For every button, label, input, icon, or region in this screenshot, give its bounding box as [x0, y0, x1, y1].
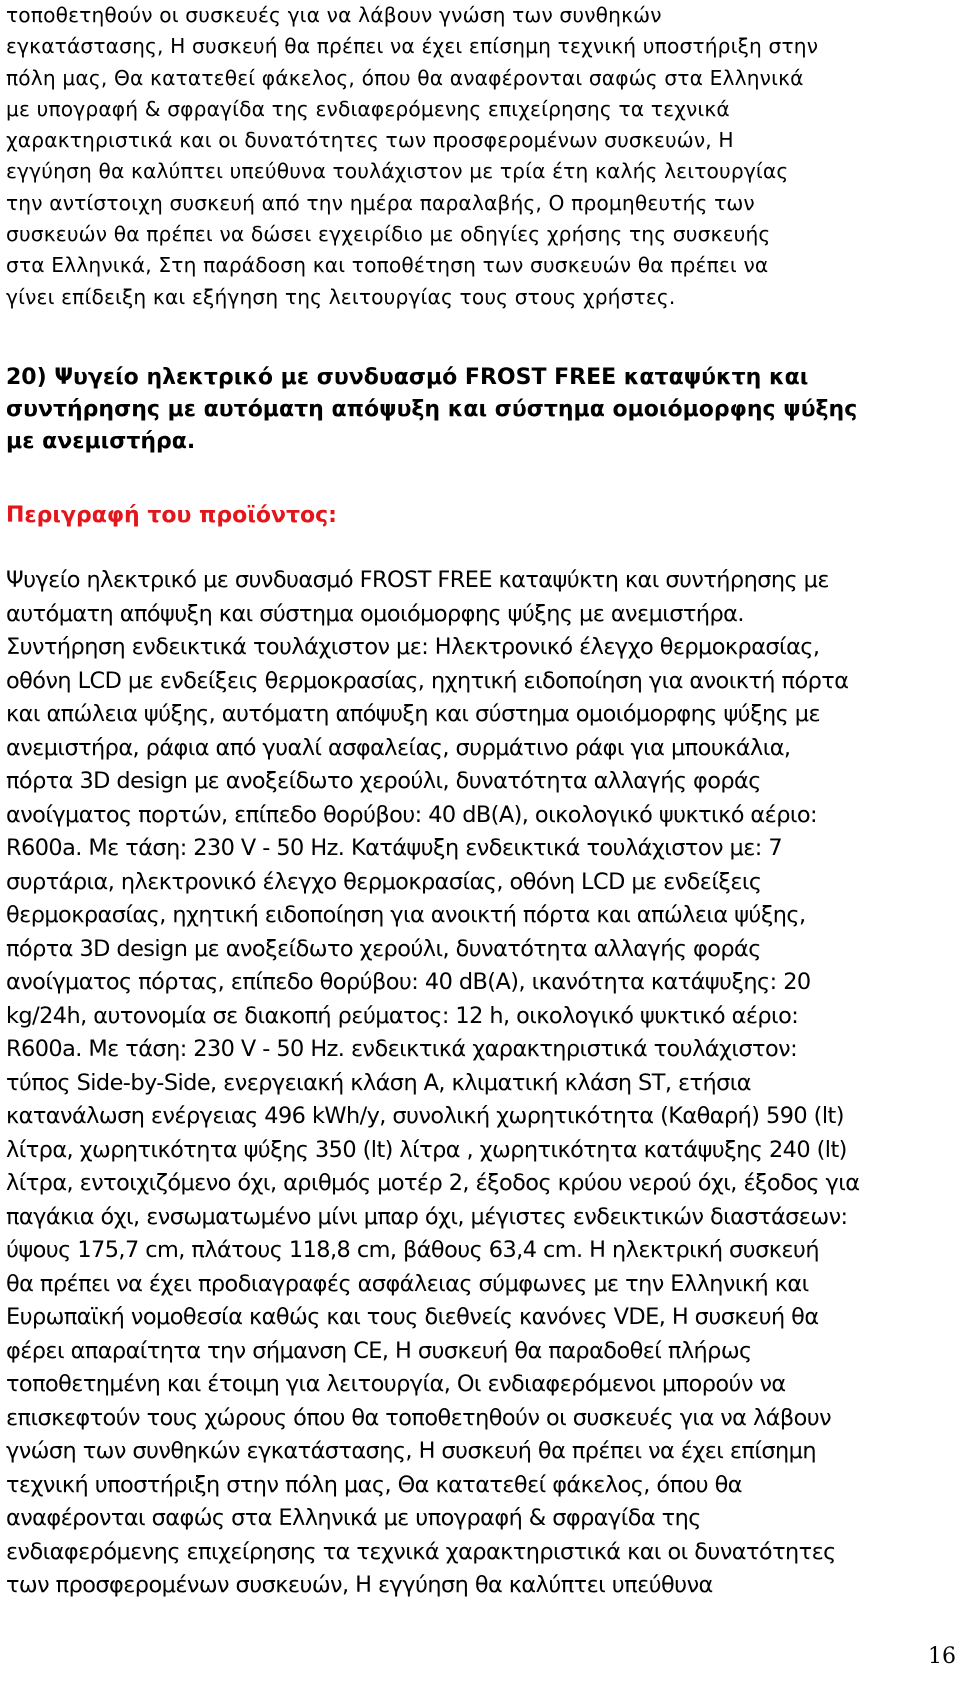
text-line: χαρακτηριστικά και οι δυνατότητες των προσφερομένων συσκευών, Η — [6, 128, 734, 153]
text-line: Ευρωπαϊκή νομοθεσία καθώς και τους διεθνείς κανόνες VDE, Η συσκευή θα — [6, 1304, 819, 1330]
text-line: των προσφερομένων συσκευών, Η εγγύηση θα καλύπτει υπεύθυνα — [6, 1572, 713, 1598]
text-line: ανοίγματος πορτών, επίπεδο θορύβου: 40 dB(A), οικολογικό ψυκτικό αέριο: — [6, 801, 818, 828]
product-description-heading: Περιγραφή του προϊόντος: — [6, 503, 337, 528]
section-heading — [6, 362, 954, 458]
text-line: εγκατάστασης, Η συσκευή θα πρέπει να έχει επίσημη τεχνική υποστήριξη στην — [6, 34, 819, 59]
text-line: συσκευών θα πρέπει να δώσει εγχειρίδιο με οδηγίες χρήσης της συσκευής — [6, 222, 771, 247]
text-line: θα πρέπει να έχει προδιαγραφές ασφάλειας σύμφωνες με την Ελληνική και — [6, 1270, 809, 1297]
text-line: τεχνική υποστήριξη στην πόλη μας, Θα κατατεθεί φάκελος, όπου θα — [6, 1471, 742, 1498]
text-line: kg/24h, αυτονομία σε διακοπή ρεύματος: 12 h, οικολογικό ψυκτικό αέριο: — [6, 1002, 799, 1029]
heading-line: 20) Ψυγείο ηλεκτρικό με συνδυασμό FROST FREE καταψύκτη και — [6, 365, 809, 390]
text-line: την αντίστοιχη συσκευή από την ημέρα παραλαβής, Ο προμηθευτής των — [6, 190, 755, 215]
text-line: γνώση των συνθηκών εγκατάστασης, Η συσκευή θα πρέπει να έχει επίσημη — [6, 1438, 817, 1464]
text-line: συρτάρια, ηλεκτρονικό έλεγχο θερμοκρασίας, οθόνη LCD με ενδείξεις — [6, 868, 762, 895]
text-line: τοποθετηθούν οι συσκευές για να λάβουν γνώση των συνθηκών — [6, 3, 662, 27]
text-line: R600a. Με τάση: 230 V - 50 Hz. ενδεικτικά χαρακτηριστικά τουλάχιστον: — [6, 1036, 798, 1062]
text-line: αυτόματη απόψυξη και σύστημα ομοιόμορφης ψύξης με ανεμιστήρα. — [6, 600, 744, 627]
text-line: πόλη μας, Θα κατατεθεί φάκελος, όπου θα αναφέρονται σαφώς στα Ελληνικά — [6, 65, 804, 90]
text-line: ανεμιστήρα, ράφια από γυαλί ασφαλείας, συρμάτινο ράφι για μπουκάλια, — [6, 734, 791, 761]
text-line: πόρτα 3D design με ανοξείδωτο χερούλι, δυνατότητα αλλαγής φοράς — [6, 935, 761, 962]
text-line: Ψυγείο ηλεκτρικό με συνδυασμό FROST FREE καταψύκτη και συντήρησης με — [6, 567, 829, 593]
text-line: λίτρα, εντοιχιζόμενο όχι, αριθμός μοτέρ 2, έξοδος κρύου νερού όχι, έξοδος για — [6, 1170, 860, 1196]
text-line: ανοίγματος πόρτας, επίπεδο θορύβου: 40 dB(A), ικανότητα κατάψυξης: 20 — [6, 969, 811, 995]
text-line: πόρτα 3D design με ανοξείδωτο χερούλι, δυνατότητα αλλαγής φοράς — [6, 768, 761, 794]
text-line: θερμοκρασίας, ηχητική ειδοποίηση για ανοικτή πόρτα και απώλεια ψύξης, — [6, 902, 806, 928]
text-line: Συντήρηση ενδεικτικά τουλάχιστον με: Ηλεκτρονικό έλεγχο θερμοκρασίας, — [6, 634, 820, 660]
text-line: λίτρα, χωρητικότητα ψύξης 350 (lt) λίτρα , χωρητικότητα κατάψυξης 240 (lt) — [6, 1136, 847, 1163]
text-line: αναφέρονται σαφώς στα Ελληνικά με υπογραφή & σφραγίδα της — [6, 1505, 701, 1531]
text-line: R600a. Με τάση: 230 V - 50 Hz. Κατάψυξη ενδεικτικά τουλάχιστον με: 7 — [6, 835, 783, 861]
text-line: τύπος Side-by-Side, ενεργειακή κλάση A, κλιματική κλάση ST, ετήσια — [6, 1069, 751, 1096]
heading-line: με ανεμιστήρα. — [6, 429, 196, 454]
intro-paragraph — [6, 0, 954, 313]
text-line: ύψους 175,7 cm, πλάτους 118,8 cm, βάθους 63,4 cm. Η ηλεκτρική συσκευή — [6, 1237, 819, 1263]
text-line: τοποθετημένη και έτοιμη για λειτουργία, Οι ενδιαφερόμενοι μπορούν να — [6, 1371, 786, 1397]
text-line: στα Ελληνικά, Στη παράδοση και τοποθέτηση των συσκευών θα πρέπει να — [6, 253, 769, 278]
page-number: 16 — [928, 1644, 956, 1669]
text-line: ενδιαφερόμενης επιχείρησης τα τεχνικά χαρακτηριστικά και οι δυνατότητες — [6, 1538, 836, 1565]
text-line: γίνει επίδειξη και εξήγηση της λειτουργίας τους στους χρήστες. — [6, 284, 676, 309]
product-description-paragraph — [6, 564, 954, 1603]
text-line: με υπογραφή & σφραγίδα της ενδιαφερόμενης επιχείρησης τα τεχνικά — [6, 96, 730, 121]
text-line: οθόνη LCD με ενδείξεις θερμοκρασίας, ηχητική ειδοποίηση για ανοικτή πόρτα — [6, 667, 849, 694]
heading-line: συντήρησης με αυτόματη απόψυξη και σύστημα ομοιόμορφης ψύξης — [6, 397, 858, 422]
text-line: φέρει απαραίτητα την σήμανση CE, Η συσκευή θα παραδοθεί πλήρως — [6, 1337, 752, 1364]
text-line: παγάκια όχι, ενσωματωμένο μίνι μπαρ όχι, μέγιστες ενδεικτικών διαστάσεων: — [6, 1203, 848, 1230]
text-line: εγγύηση θα καλύπτει υπεύθυνα τουλάχιστον με τρία έτη καλής λειτουργίας — [6, 159, 789, 184]
text-line: και απώλεια ψύξης, αυτόματη απόψυξη και σύστημα ομοιόμορφης ψύξης με — [6, 701, 821, 727]
text-line: κατανάλωση ενέργειας 496 kWh/y, συνολική χωρητικότητα (Καθαρή) 590 (lt) — [6, 1103, 844, 1129]
text-line: επισκεφτούν τους χώρους όπου θα τοποθετηθούν οι συσκευές για να λάβουν — [6, 1404, 832, 1431]
